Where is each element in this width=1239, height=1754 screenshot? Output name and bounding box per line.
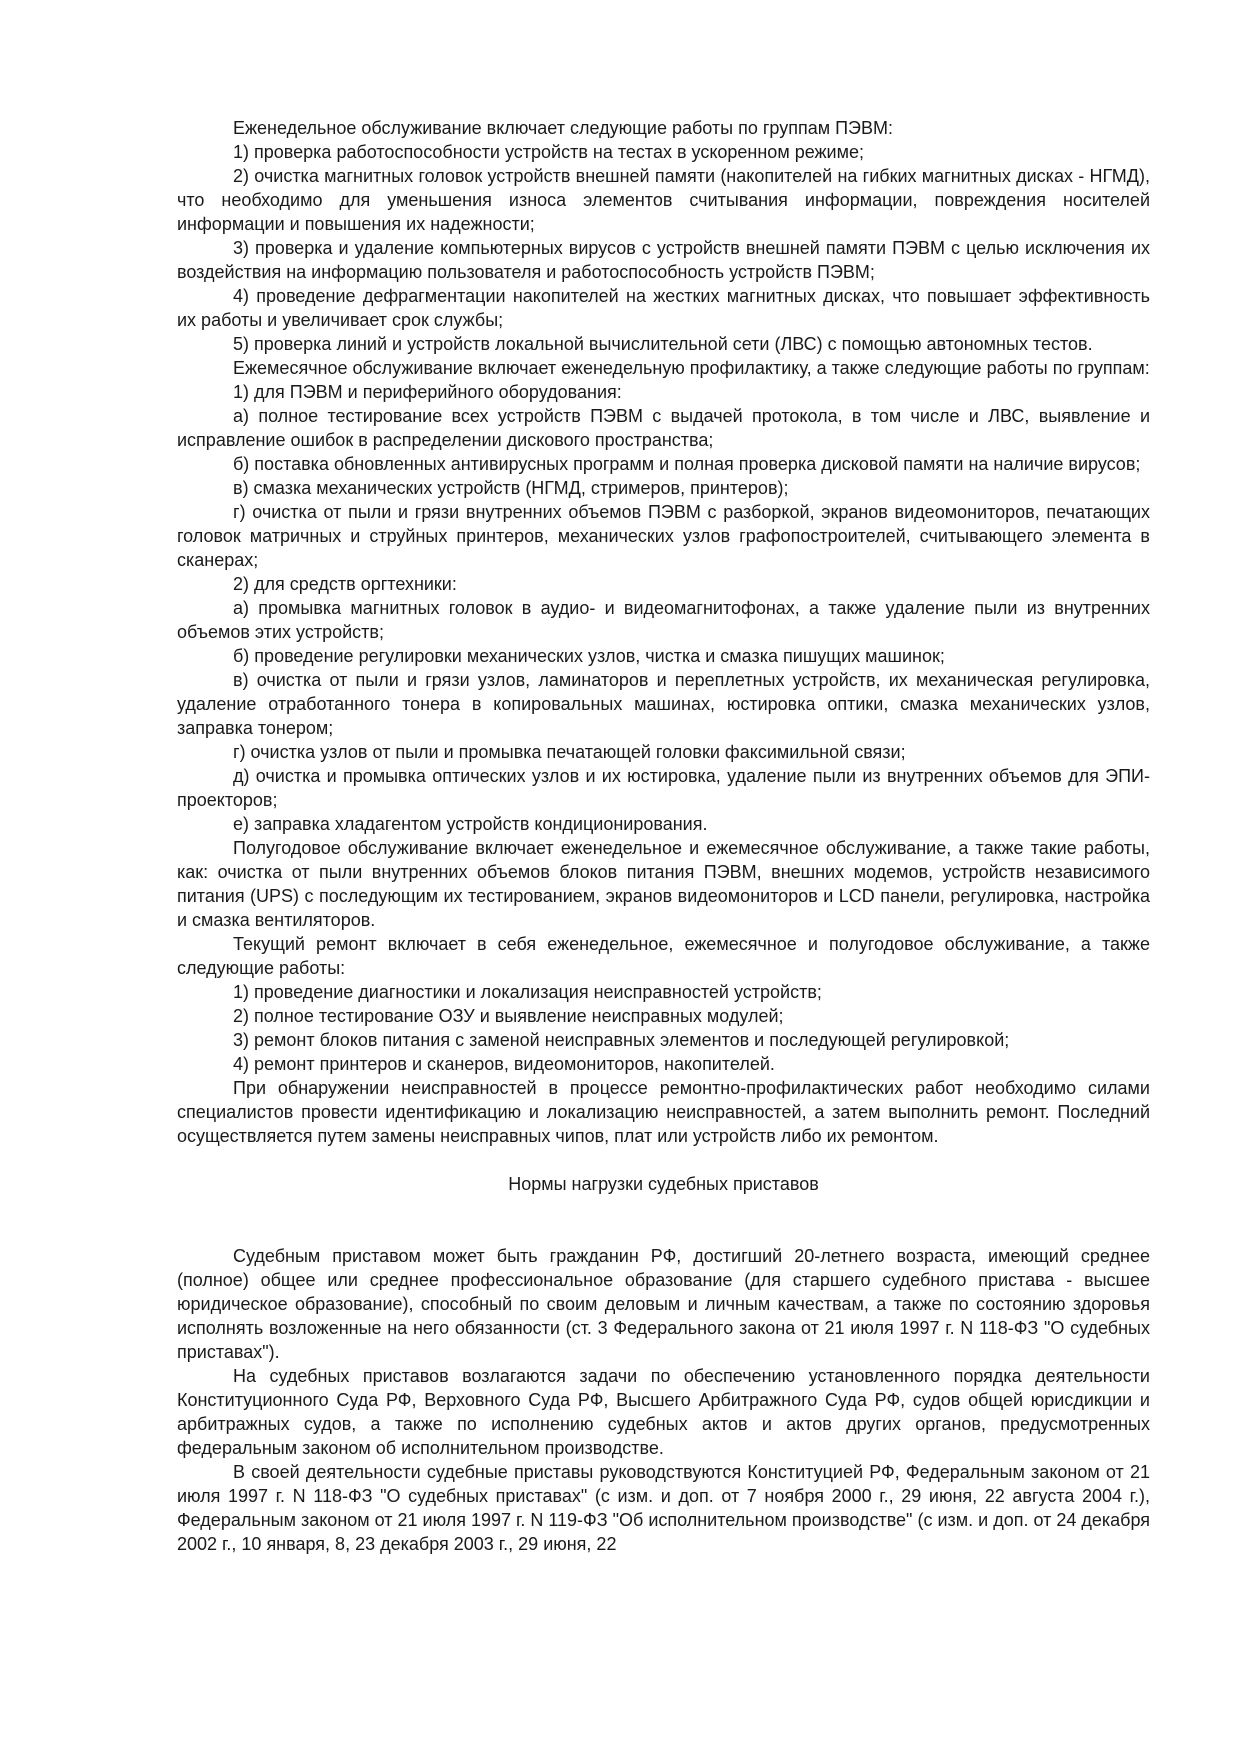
section-bailiffs (177, 1244, 1150, 1556)
list-item: в) смазка механических устройств (НГМД, стримеров, принтеров); (233, 478, 789, 498)
list-item: е) заправка хладагентом устройств кондиционирования. (233, 814, 708, 834)
list-item: 5) проверка линий и устройств локальной вычислительной сети (ЛВС) с помощью автономных тестов. (233, 334, 1093, 354)
list-item: 1) проведение диагностики и локализация неисправностей устройств; (233, 982, 822, 1002)
list-item: 2) очистка магнитных головок устройств внешней памяти (накопителей на гибких магнитных дисках - НГМД), что необходимо для уменьшения износа элементов считывания информации, повреждения носителей информации и повышения их надежности; (177, 166, 1150, 234)
list-item: 4) ремонт принтеров и сканеров, видеомониторов, накопителей. (233, 1054, 775, 1074)
section-maintenance (177, 116, 1150, 1148)
list-item: д) очистка и промывка оптических узлов и их юстировка, удаление пыли из внутренних объемов для ЭПИ-проекторов; (177, 766, 1150, 810)
paragraph: Еженедельное обслуживание включает следующие работы по группам ПЭВМ: (233, 118, 893, 138)
list-item: б) проведение регулировки механических узлов, чистка и смазка пишущих машинок; (233, 646, 945, 666)
list-item: 2) полное тестирование ОЗУ и выявление неисправных модулей; (233, 1006, 784, 1026)
paragraph: В своей деятельности судебные приставы руководствуются Конституцией РФ, Федеральным законом от 21 июля 1997 г. N 118-ФЗ "О судебных приставах" (с изм. и доп. от 7 ноября 2000 г., 29 июня, 22 августа 2004 г.), Федеральным законом от 21 июля 1997 г. N 119-ФЗ "Об исполнительном производстве" (с изм. и доп. от 24 декабря 2002 г., 10 января, 8, 23 декабря 2003 г., 29 июня, 22 (177, 1462, 1150, 1554)
list-item: б) поставка обновленных антивирусных программ и полная проверка дисковой памяти на наличие вирусов; (233, 454, 1141, 474)
paragraph: Ежемесячное обслуживание включает еженедельную профилактику, а также следующие работы по группам: (233, 358, 1150, 378)
paragraph: При обнаружении неисправностей в процессе ремонтно-профилактических работ необходимо силами специалистов провести идентификацию и локализацию неисправностей, а затем выполнить ремонт. Последний осуществляется путем замены неисправных чипов, плат или устройств либо их ремонтом. (177, 1078, 1150, 1146)
section-heading: Нормы нагрузки судебных приставов (508, 1174, 819, 1194)
list-item: 4) проведение дефрагментации накопителей на жестких магнитных дисках, что повышает эффективность их работы и увеличивает срок службы; (177, 286, 1150, 330)
paragraph: Текущий ремонт включает в себя еженедельное, ежемесячное и полугодовое обслуживание, а также следующие работы: (177, 934, 1150, 978)
list-item: 3) ремонт блоков питания с заменой неисправных элементов и последующей регулировкой; (233, 1030, 1010, 1050)
list-item: а) промывка магнитных головок в аудио- и видеомагнитофонах, а также удаление пыли из внутренних объемов этих устройств; (177, 598, 1150, 642)
list-item: в) очистка от пыли и грязи узлов, ламинаторов и переплетных устройств, их механическая регулировка, удаление отработанного тонера в копировальных машинах, юстировка оптики, смазка механических узлов, заправка тонером; (177, 670, 1150, 738)
list-item: а) полное тестирование всех устройств ПЭВМ с выдачей протокола, в том числе и ЛВС, выявление и исправление ошибок в распределении дискового пространства; (177, 406, 1150, 450)
list-item: 3) проверка и удаление компьютерных вирусов с устройств внешней памяти ПЭВМ с целью исключения их воздействия на информацию пользователя и работоспособность устройств ПЭВМ; (177, 238, 1150, 282)
paragraph: Судебным приставом может быть гражданин РФ, достигший 20-летнего возраста, имеющий среднее (полное) общее или среднее профессиональное образование (для старшего судебного пристава - высшее юридическое образование), способный по своим деловым и личным качествам, а также по состоянию здоровья исполнять возложенные на него обязанности (ст. 3 Федерального закона от 21 июля 1997 г. N 118-ФЗ "О судебных приставах"). (177, 1246, 1150, 1362)
list-item: г) очистка от пыли и грязи внутренних объемов ПЭВМ с разборкой, экранов видеомониторов, печатающих головок матричных и струйных принтеров, механических узлов графопостроителей, считывающего элемента в сканерах; (177, 502, 1150, 570)
paragraph: Полугодовое обслуживание включает еженедельное и ежемесячное обслуживание, а также такие работы, как: очистка от пыли внутренних объемов блоков питания ПЭВМ, внешних модемов, устройств независимого питания (UPS) с последующим их тестированием, экранов видеомониторов и LCD панели, регулировка, настройка и смазка вентиляторов. (177, 838, 1150, 930)
document-page (177, 116, 1150, 1556)
list-item: 1) проверка работоспособности устройств на тестах в ускоренном режиме; (233, 142, 864, 162)
list-item: 2) для средств оргтехники: (233, 574, 457, 594)
list-item: 1) для ПЭВМ и периферийного оборудования: (233, 382, 622, 402)
list-item: г) очистка узлов от пыли и промывка печатающей головки факсимильной связи; (233, 742, 906, 762)
paragraph: На судебных приставов возлагаются задачи по обеспечению установленного порядка деятельности Конституционного Суда РФ, Верховного Суда РФ, Высшего Арбитражного Суда РФ, судов общей юрисдикции и арбитражных судов, а также по исполнению судебных актов и актов других органов, предусмотренных федеральным законом об исполнительном производстве. (177, 1366, 1150, 1458)
